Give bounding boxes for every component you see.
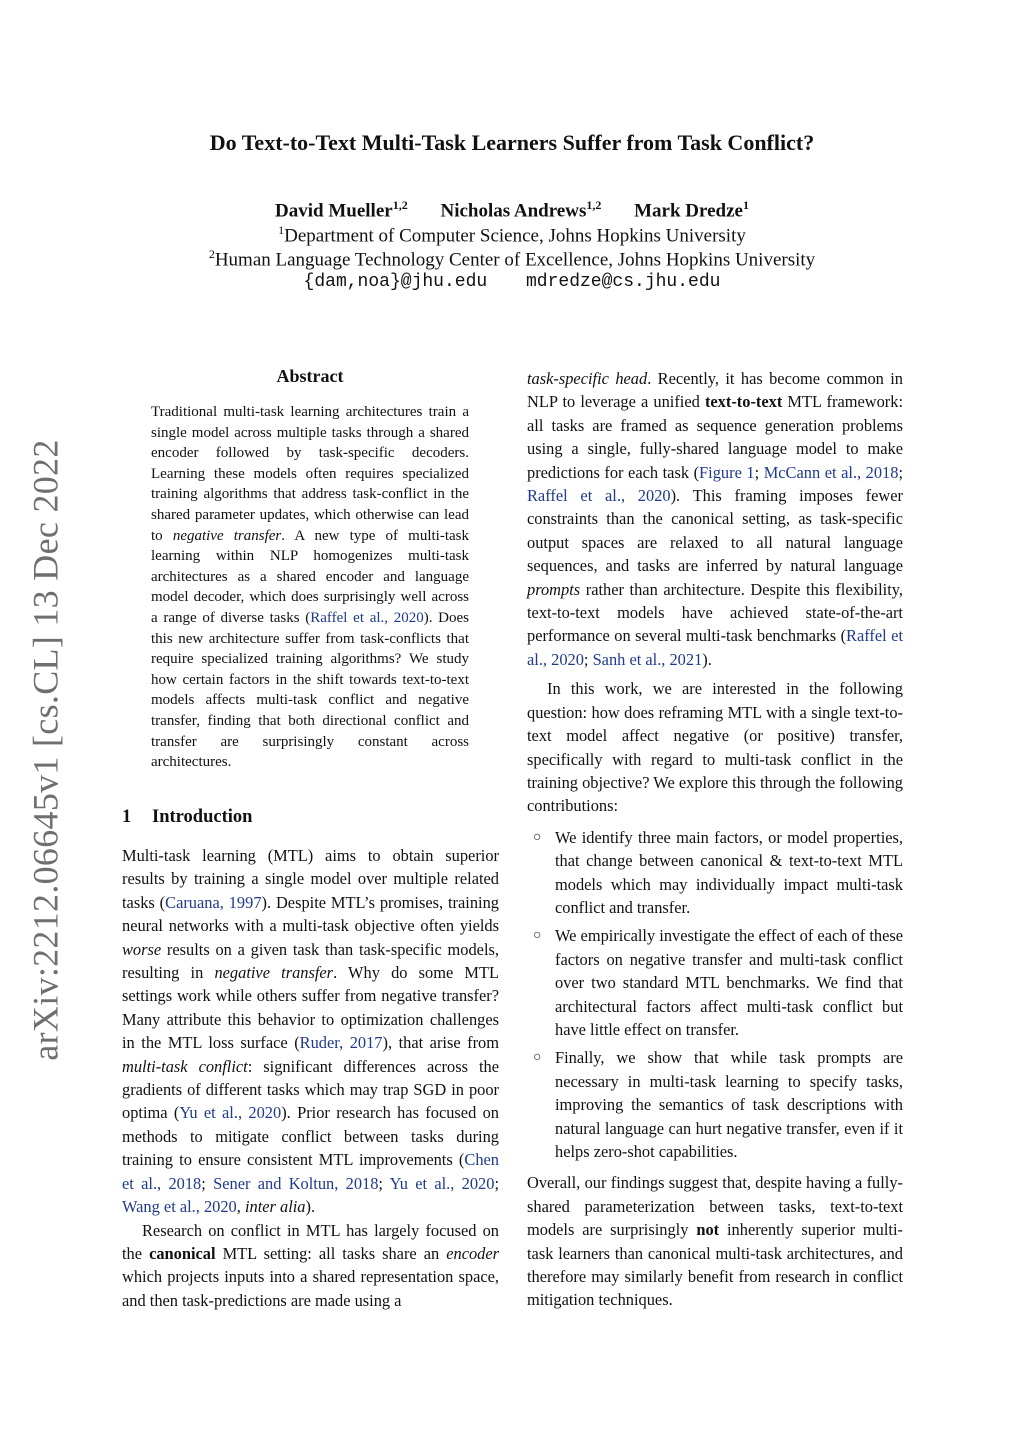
arxiv-side-identifier (16, 439, 76, 1061)
citation-link[interactable]: Ruder, 2017 (299, 1033, 383, 1053)
author-list (0, 198, 1024, 222)
citation-link[interactable]: Yu et al., 2020 (179, 1103, 282, 1123)
email: mdredze@cs.jhu.edu (526, 272, 721, 292)
citation-link[interactable]: Raffel et al., 2020 (527, 626, 903, 669)
author-emails (0, 272, 1024, 292)
affiliation-1: $^1$Department of Computer Science, Johns Hopkins University (278, 223, 746, 247)
paper-title: Do Text-to-Text Multi-Task Learners Suffer from Task Conflict? (209, 130, 815, 155)
intro-paragraph-1: Multi-task learning (MTL) aims to obtain superior results by training a single model over multiple related tasks (Caruana, 1997). Despite MTL’s promises, training neural networks with a multi-task objective often yields worse results on a given task than task-specific models, resulting in negative transfer. Why do some MTL settings work while others suffer from negative transfer? Many attribute this behavior to optimization challenges in the MTL loss surface (Ruder, 2017), that arise from multi-task conflict: significant differences across the gradients of different tasks which may trap SGD in poor optima (Yu et al., 2020). Prior research has focused on methods to mitigate conflict between tasks during training to ensure consistent MTL improvements (Chen et al., 2018; Sener and Koltun, 2018; Yu et al., 2020; Wang et al., 2020, inter alia). (122, 846, 500, 1217)
list-item: ○ Finally, we show that while task prompts are necessary in multi-task learning to specify tasks, improving the semantics of task descriptions with natural language can hurt negative transfer, even if it helps zero-shot capabilities. (533, 1048, 903, 1161)
citation-link[interactable]: Raffel et al., 2020 (310, 609, 424, 626)
citation-link[interactable]: Wang et al., 2020 (122, 1197, 237, 1217)
intro-paragraph-2-continued: task-specific head. Recently, it has become common in NLP to leverage a unified text-to-text MTL framework: all tasks are framed as sequence generation problems using a single, fully-shared language model to make predictions for each task (Figure 1; McCann et al., 2018; Raffel et al., 2020). This framing imposes fewer constraints than the canonical setting, as task-specific output spaces are relaxed to all natural language sequences, and tasks are inferred by natural language prompts rather than architecture. Despite this flexibility, text-to-text models have achieved state-of-the-art performance on several multi-task benchmarks (Raffel et al., 2020; Sanh et al., 2021). (527, 369, 904, 669)
contributions-list (527, 826, 903, 1164)
author: David Mueller$^{1,2}$ (275, 198, 408, 222)
right-column-body (527, 367, 903, 1312)
intro-paragraph-4: Overall, our findings suggest that, despite having a fully-shared parameterization between tasks, text-to-text models are surprisingly not inherently superior multi-task learners than canonical multi-task architectures, and therefore may similarly benefit from research in conflict mitigation techniques. (527, 1173, 903, 1310)
arxiv-id-text: arXiv:2212.06645v1 [cs.CL] 13 Dec 2022 (26, 439, 67, 1061)
circle-bullet-icon: ○ (533, 1050, 542, 1066)
citation-link[interactable]: McCann et al., 2018 (763, 462, 899, 482)
author: Mark Dredze$^1$ (634, 198, 749, 222)
list-item: ○ We identify three main factors, or model properties, that change between canonical & text-to-text MTL models which may individually impact multi-task conflict and transfer. (533, 827, 903, 917)
circle-bullet-icon: ○ (533, 829, 542, 845)
list-item: ○ We empirically investigate the effect of each of these factors on negative transfer and multi-task conflict over two standard MTL benchmarks. We find that architectural factors affect multi-task conflict but have little effect on transfer. (533, 926, 903, 1039)
author: Nicholas Andrews$^{1,2}$ (440, 198, 602, 222)
email: {dam,noa}@jhu.edu (303, 272, 488, 292)
citation-link[interactable]: Raffel et al., 2020 (527, 486, 671, 506)
citation-link[interactable]: Caruana, 1997 (165, 892, 262, 912)
abstract-body: Traditional multi-task learning architectures train a single model across multiple tasks through a shared encoder followed by task-specific decoders. Learning these models often requires specialized training algorithms that address task-conflict in the shared parameter updates, which otherwise can lead to negative transfer. A new type of multi-task learning within NLP homogenizes multi-task architectures as a shared encoder and language model decoder, which does surprisingly well across a range of diverse tasks (Raffel et al., 2020). Does this new architecture suffer from task-conflicts that require specialized training algorithms? We study how certain factors in the shift towards text-to-text models affects multi-task conflict and negative transfer, finding that both directional conflict and transfer are surprisingly constant across architectures. (151, 404, 469, 771)
section-heading-introduction: 1 Introduction (122, 807, 253, 827)
left-column-body (122, 844, 499, 1312)
circle-bullet-icon: ○ (533, 928, 542, 944)
abstract-heading: Abstract (276, 366, 344, 386)
intro-paragraph-2: Research on conflict in MTL has largely focused on the canonical MTL setting: all tasks share an encoder which projects inputs into a shared representation space, and then task-predictions are made using a (122, 1220, 500, 1310)
citation-link[interactable]: Sener and Koltun, 2018 (213, 1173, 379, 1193)
affiliation-2: $^2$Human Language Technology Center of Excellence, Johns Hopkins University (208, 247, 816, 271)
citation-link[interactable]: Sanh et al., 2021 (592, 649, 703, 669)
citation-link[interactable]: Chen et al., 2018 (122, 1150, 499, 1193)
intro-paragraph-3: In this work, we are interested in the following question: how does reframing MTL with a single text-to-text model affect negative (or positive) transfer, specifically with regard to multi-task conflict in the training objective? We explore this through the following contributions: (527, 679, 903, 816)
figure-reference-link[interactable]: Figure 1 (699, 462, 755, 482)
citation-link[interactable]: Yu et al., 2020 (389, 1173, 495, 1193)
